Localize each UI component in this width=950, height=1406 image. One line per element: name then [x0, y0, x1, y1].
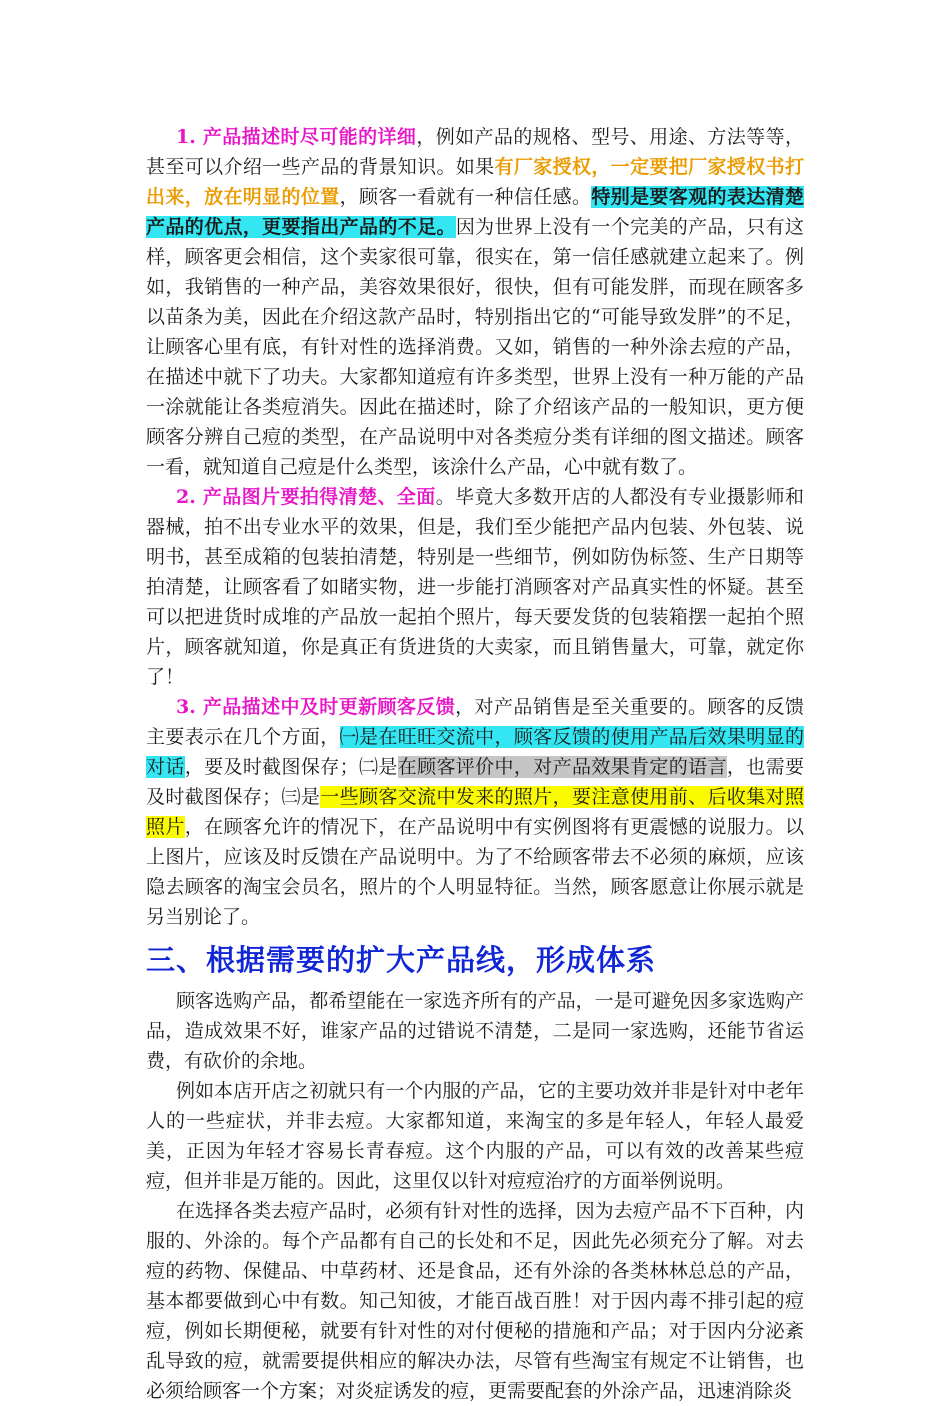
paragraph-product-photos — [146, 482, 804, 692]
point-3-heading: 3. 产品描述中及时更新顾客反馈 — [176, 696, 456, 718]
point-1-heading: 1. 产品描述时尽可能的详细 — [176, 126, 417, 148]
orange-emphasis: 有厂家授权，一定要把厂家授权书打出来，放在明显的位置 — [146, 156, 804, 208]
text-run: ，对产品销售是至关重要的。顾客的反馈主要表示在几个方面， — [146, 696, 804, 748]
text-run: ，在顾客允许的情况下，在产品说明中有实例图将有更震憾的说服力。以上图片，应该及时反馈在产品说明中。为了不给顾客带去不必须的麻烦，应该隐去顾客的淘宝会员名，照片的个人明显特征。当然，顾客愿意让你展示就是另当别论了。 — [146, 816, 804, 928]
text-run: 因为世界上没有一个完美的产品，只有这样，顾客更会相信，这个卖家很可靠，很实在，第一信任感就建立起来了。例如，我销售的一种产品，美容效果很好，很快，但有可能发胖，而现在顾客多以苗条为美，因此在介绍这款产品时，特别指出它的“可能导致发胖”的不足，让顾客心里有底，有针对性的选择消费。又如，销售的一种外涂去痘的产品，在描述中就下了功夫。大家都知道痘有许多类型，世界上没有一种万能的产品一涂就能让各类痘消失。因此在描述时，除了介绍该产品的一般知识，更方便顾客分辨自己痘的类型，在产品说明中对各类痘分类有详细的图文描述。顾客一看，就知道自己痘是什么类型，该涂什么产品，心中就有数了。 — [146, 216, 804, 478]
text-run: ，例如产品的规格、型号、用途、方法等等，甚至可以介绍一些产品的背景知识。如果 — [146, 126, 804, 178]
cyan-highlight: 特别是要客观的表达清楚产品的优点，更要指出产品的不足。 — [146, 186, 804, 238]
text-run: ，要及时截图保存；㈡是 — [184, 756, 398, 778]
paragraph-selection: 在选择各类去痘产品时，必须有针对性的选择，因为去痘产品不下百种，内服的、外涂的。每个产品都有自己的长处和不足，因此先必须充分了解。对去痘的药物、保健品、中草药材、还是食品，还有外涂的各类林林总总的产品，基本都要做到心中有数。知己知彼，才能百战百胜！对于因内毒不排引起的痘痘，例如长期便秘，就要有针对性的对付便秘的措施和产品；对于因内分泌紊乱导致的痘，就需要提供相应的解决办法，尽管有些淘宝有规定不让销售，也必须给顾客一个方案；对炎症诱发的痘，更需要配套的外涂产品，迅速消除炎 — [146, 1200, 804, 1402]
gray-highlight: 在顾客评价中，对产品效果肯定的语言 — [397, 756, 727, 778]
text-run: ，顾客一看就有一种信任感。 — [339, 186, 592, 208]
paragraph-customer-feedback — [146, 692, 804, 932]
paragraph-one-stop: 顾客选购产品，都希望能在一家选齐所有的产品，一是可避免因多家选购产品，造成效果不好，谁家产品的过错说不清楚，二是同一家选购，还能节省运费，有砍价的余地。 — [146, 990, 804, 1072]
paragraph-product-description — [146, 122, 804, 482]
section-heading: 三、根据需要的扩大产品线，形成体系 — [146, 943, 657, 977]
text-run: ，也需要及时截图保存；㈢是 — [146, 756, 804, 808]
paragraph-example: 例如本店开店之初就只有一个内服的产品，它的主要功效并非是针对中老年人的一些症状，并非去痘。大家都知道，来淘宝的多是年轻人，年轻人最爱美，正因为年轻才容易长青春痘。这个内服的产品，可以有效的改善某些痘痘，但并非是万能的。因此，这里仅以针对痘痘治疗的方面举例说明。 — [146, 1080, 804, 1192]
point-2-heading: 2. 产品图片要拍得清楚、全面 — [176, 486, 436, 508]
text-run: 。毕竟大多数开店的人都没有专业摄影师和器械，拍不出专业水平的效果，但是，我们至少能把产品内包装、外包装、说明书，甚至成箱的包装拍清楚，特别是一些细节，例如防伪标签、生产日期等拍清楚，让顾客看了如睹实物，进一步能打消顾客对产品真实性的怀疑。甚至可以把进货时成堆的产品放一起拍个照片，每天要发货的包装箱摆一起拍个照片，顾客就知道，你是真正有货进货的大卖家，而且销售量大，可靠，就定你了！ — [146, 486, 804, 688]
cyan-highlight: ㈠是在旺旺交流中，顾客反馈的使用产品后效果明显的对话 — [146, 726, 804, 778]
yellow-highlight: 一些顾客交流中发来的照片，要注意使用前、后收集对照照片 — [146, 786, 804, 838]
